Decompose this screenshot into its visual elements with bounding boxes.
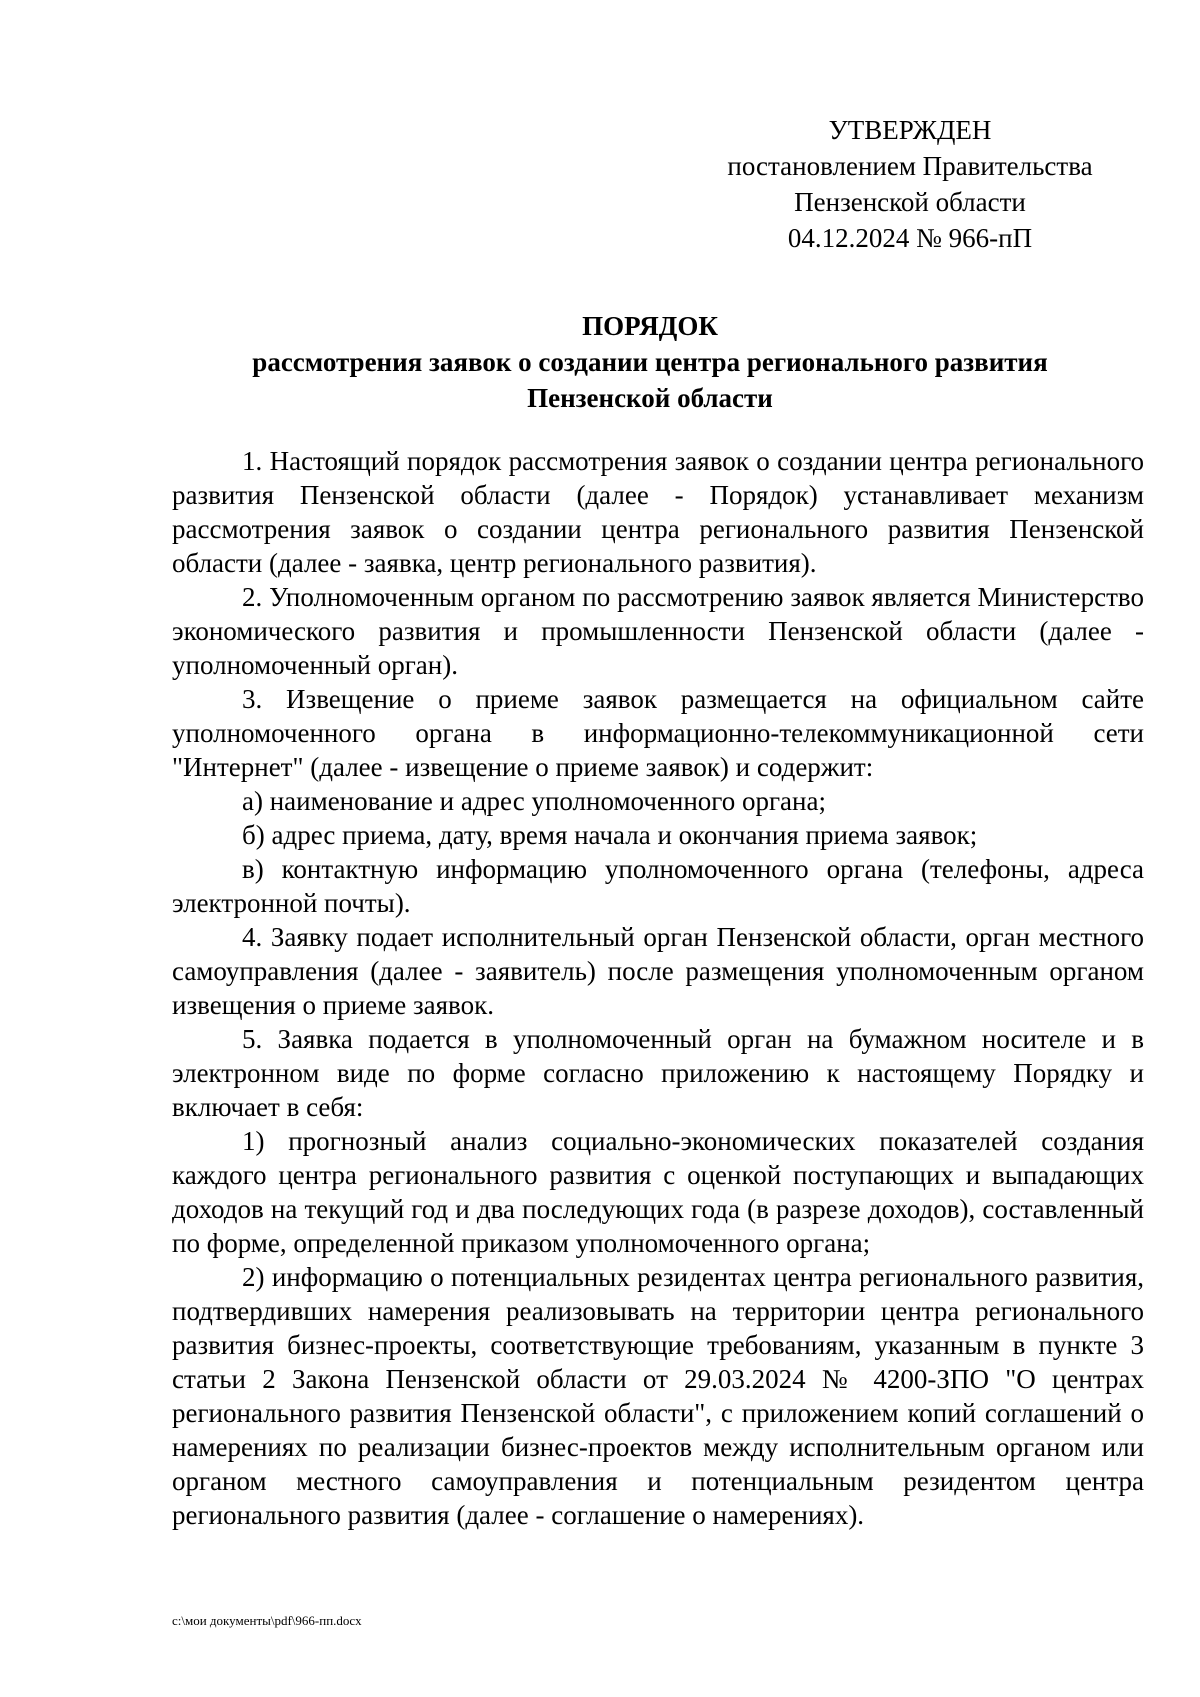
approval-line-resolution: постановлением Правительства [727, 151, 1093, 181]
document-heading [170, 308, 1130, 416]
approval-block [690, 112, 1130, 256]
footer-file-path: c:\мои документы\pdf\966-пп.docx [172, 1613, 362, 1628]
paragraph-3: 3. Извещение о приеме заявок размещается на официальном сайте уполномоченного органа в информационно-телекоммуникационной сети "Интернет" (далее - извещение о приеме заявок) и содержит: [172, 684, 1144, 782]
document-body [172, 444, 1144, 1532]
paragraph-3-item-b: б) адрес приема, дату, время начала и окончания приема заявок; [242, 820, 978, 850]
heading-subtitle-line-2: Пензенской области [527, 383, 773, 413]
paragraph-4: 4. Заявку подает исполнительный орган Пензенской области, орган местного самоуправления (далее - заявитель) после размещения уполномоченным органом извещения о приеме заявок. [172, 922, 1144, 1020]
heading-title: ПОРЯДОК [582, 311, 718, 341]
paragraph-1: 1. Настоящий порядок рассмотрения заявок о создании центра регионального развития Пензенской области (далее - Порядок) устанавливает механизм рассмотрения заявок о создании центра регионального развития Пензенской области (далее - заявка, центр регионального развития). [172, 446, 1144, 578]
approval-line-date-number: 04.12.2024 № 966-пП [787, 223, 1033, 253]
paragraph-3-item-a: а) наименование и адрес уполномоченного органа; [242, 786, 826, 816]
approval-title: УТВЕРЖДЕН [828, 115, 992, 145]
paragraph-2: 2. Уполномоченным органом по рассмотрению заявок является Министерство экономического развития и промышленности Пензенской области (далее - уполномоченный орган). [172, 582, 1144, 680]
paragraph-5: 5. Заявка подается в уполномоченный орган на бумажном носителе и в электронном виде по форме согласно приложению к настоящему Порядку и включает в себя: [172, 1024, 1144, 1122]
paragraph-3-item-c: в) контактную информацию уполномоченного органа (телефоны, адреса электронной почты). [172, 854, 1144, 918]
paragraph-5-item-1: 1) прогнозный анализ социально-экономических показателей создания каждого центра регионального развития с оценкой поступающих и выпадающих доходов на текущий год и два последующих года (в разрезе доходов), составленный по форме, определенной приказом уполномоченного органа; [172, 1126, 1144, 1258]
approval-line-region: Пензенской области [794, 187, 1026, 217]
heading-subtitle-line-1: рассмотрения заявок о создании центра регионального развития [252, 347, 1048, 377]
paragraph-5-item-2: 2) информацию о потенциальных резидентах центра регионального развития, подтвердивших намерения реализовывать на территории центра регионального развития бизнес-проекты, соответствующие требованиям, указанным в пункте 3 статьи 2 Закона Пензенской области от 29.03.2024 № 4200-ЗПО "О центрах регионального развития Пензенской области", с приложением копий соглашений о намерениях по реализации бизнес-проектов между исполнительным органом или органом местного самоуправления и потенциальным резидентом центра регионального развития (далее - соглашение о намерениях). [172, 1262, 1144, 1530]
